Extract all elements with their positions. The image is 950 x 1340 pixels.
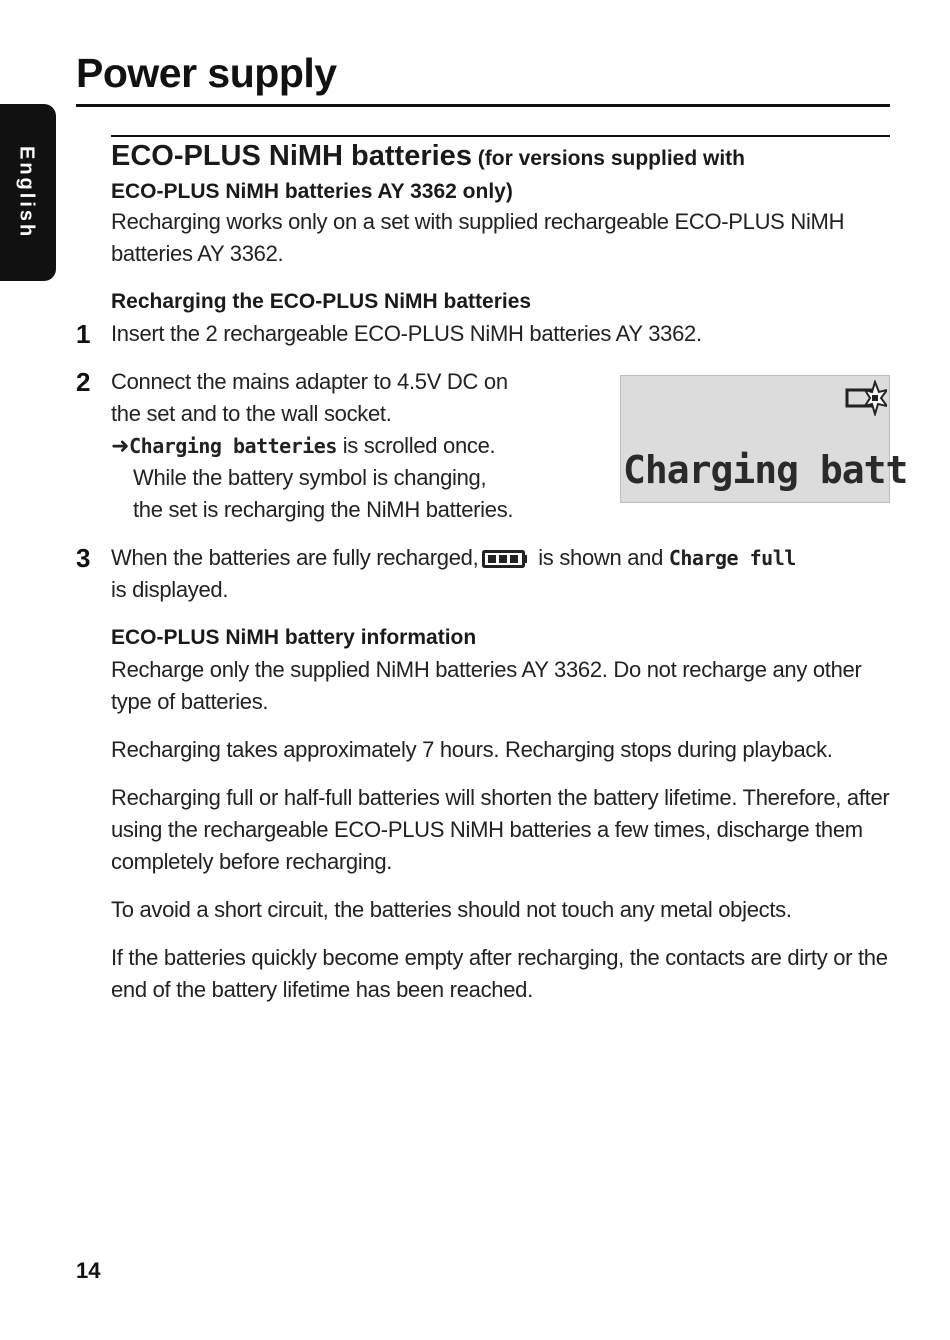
step-number: 3 [76,543,91,573]
info-block [76,622,890,1006]
display-text-charging: Charging batteries [129,434,337,458]
step-text-line4: While the battery symbol is changing, [133,465,487,490]
step-text-line2: is displayed. [111,577,229,602]
step-text-line1 [111,542,890,574]
step-text-line1: Connect the mains adapter to 4.5V DC on [111,369,508,394]
step-3 [76,542,890,606]
lcd-display-illustration [620,375,908,503]
recharging-heading: Recharging the ECO-PLUS NiMH batteries [111,290,532,313]
recharging-heading-block [76,286,890,318]
page-title: Power supply [76,50,337,96]
section-intro-text: Recharging works only on a set with supplied rechargeable ECO-PLUS NiMH batteries AY 3362. [111,209,845,266]
info-paragraph: To avoid a short circuit, the batteries should not touch any metal objects. [111,897,792,922]
title-rule [76,104,890,107]
step-text-line2: the set and to the wall socket. [111,401,392,426]
language-tab [0,104,56,281]
result-arrow-icon: ➜ [111,433,130,458]
step-1 [76,318,890,350]
step-text-after-icon: is shown and [532,545,669,570]
section-heading-main: ECO-PLUS NiMH batteries [111,140,472,172]
battery-charging-icon [845,380,887,416]
section-heading [111,139,890,178]
section-heading-note: (for versions supplied with [471,147,745,170]
section-intro [76,139,890,270]
info-paragraph: Recharging takes approximately 7 hours. Recharging stops during playback. [111,737,833,762]
step-number: 1 [76,319,91,349]
battery-full-icon [482,549,528,569]
step-text: Insert the 2 rechargeable ECO-PLUS NiMH batteries AY 3362. [111,321,702,346]
lcd-text: Charging batt [623,448,908,492]
display-text-charge-full: Charge full [668,546,796,570]
info-heading: ECO-PLUS NiMH battery information [111,626,477,649]
section-rule [111,135,890,137]
section-heading-note-line2: ECO-PLUS NiMH batteries AY 3362 only) [111,180,513,203]
step-text-before-icon: When the batteries are fully recharged, [111,545,479,570]
step-number: 2 [76,367,91,397]
info-paragraph: Recharging full or half-full batteries will shorten the battery lifetime. Therefore, after using the rechargeable ECO-PLUS NiMH batteries a few times, discharge them completely before recharging. [111,785,890,874]
info-paragraph: If the batteries quickly become empty after recharging, the contacts are dirty or the end of the battery lifetime has been reached. [111,945,888,1002]
info-paragraph: Recharge only the supplied NiMH batteries AY 3362. Do not recharge any other type of batteries. [111,657,862,714]
step-result-text: is scrolled once. [336,433,496,458]
language-tab-label: English [15,145,38,240]
main-content [76,139,908,1006]
page-number: 14 [76,1258,101,1283]
step-text-line5: the set is recharging the NiMH batteries. [133,497,514,522]
